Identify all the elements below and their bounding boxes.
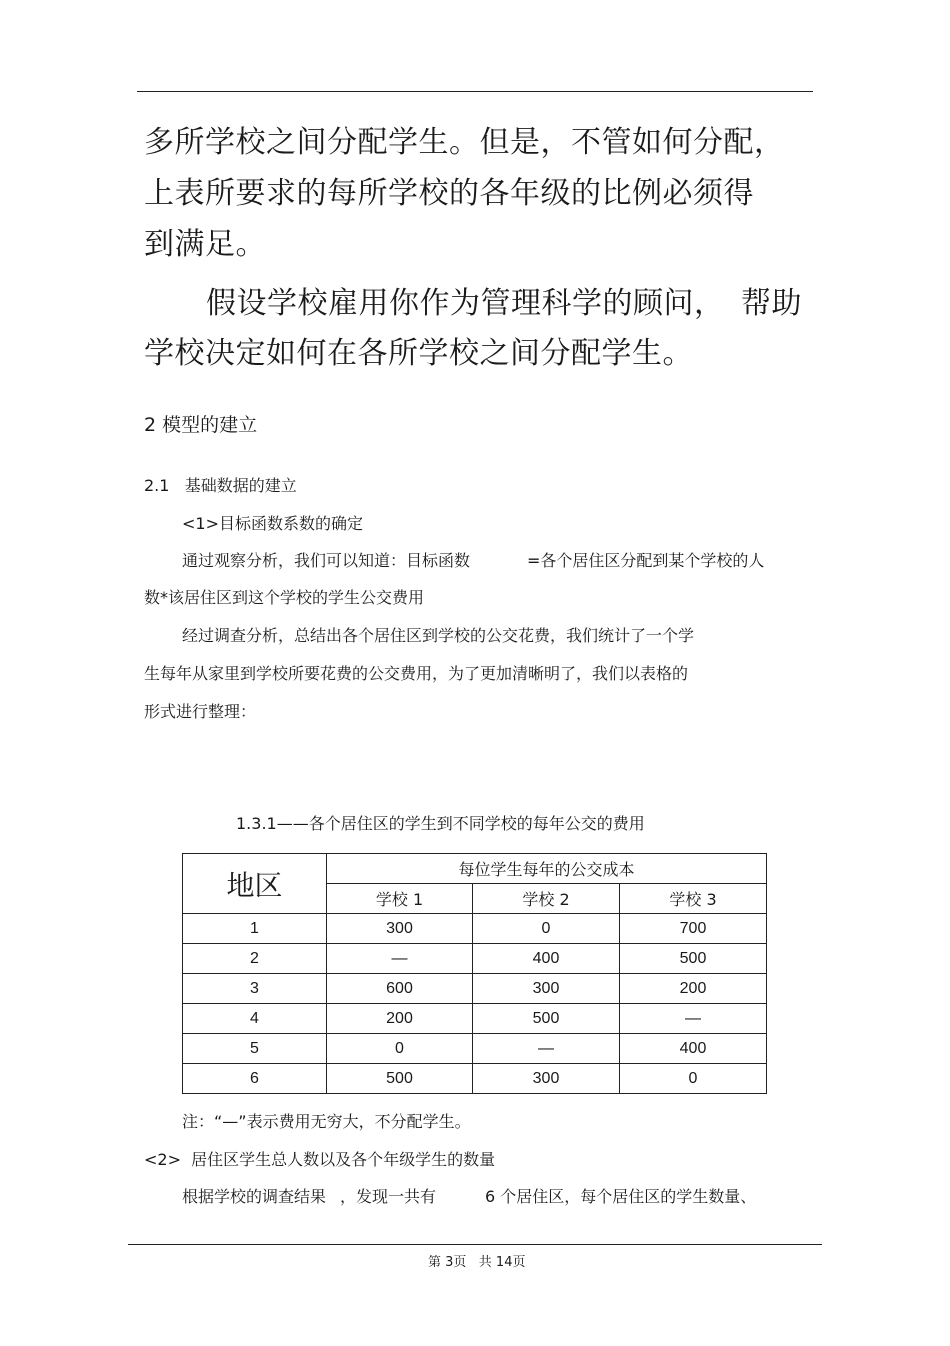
paragraph-line: 帮助 <box>741 286 802 321</box>
cost-cell: 0 <box>473 914 620 944</box>
page-number: 第 3页 共 14页 <box>428 1255 526 1270</box>
body-text: 6 个居住区，每个居住区的学生数量、 <box>485 1187 757 1206</box>
cost-cell: 0 <box>327 1034 473 1064</box>
cost-cell: — <box>327 944 473 974</box>
cost-cell: 700 <box>620 914 767 944</box>
section-heading: 2 模型的建立 <box>144 414 258 436</box>
table-note: 注：“—”表示费用无穷大，不分配学生。 <box>182 1112 471 1131</box>
body-text: 生每年从家里到学校所要花费的公交费用，为了更加清晰明了，我们以表格的 <box>144 664 689 683</box>
body-text: =各个居住区分配到某个学校的人 <box>527 551 765 570</box>
table-row <box>183 1004 767 1034</box>
cost-cell: 200 <box>620 974 767 1004</box>
cost-cell: 300 <box>327 914 473 944</box>
cost-cell: 300 <box>473 1064 620 1094</box>
cost-cell: 200 <box>327 1004 473 1034</box>
cost-cell: 500 <box>620 944 767 974</box>
cost-table <box>182 853 767 1094</box>
paragraph-line: 学校决定如何在各所学校之间分配学生。 <box>144 336 693 371</box>
region-cell: 2 <box>183 944 327 974</box>
paragraph-line: 上表所要求的每所学校的各年级的比例必须得 <box>144 176 754 211</box>
school-header: 学校 3 <box>620 884 767 914</box>
table-caption: 1.3.1——各个居住区的学生到不同学校的每年公交的费用 <box>236 814 645 833</box>
cost-cell: 600 <box>327 974 473 1004</box>
cost-cell: 300 <box>473 974 620 1004</box>
table-row <box>183 944 767 974</box>
header-rule <box>137 91 813 92</box>
region-cell: 1 <box>183 914 327 944</box>
subsection-heading: 2.1 基础数据的建立 <box>144 476 297 495</box>
paragraph-line: 多所学校之间分配学生。但是，不管如何分配， <box>144 125 785 160</box>
body-text: 根据学校的调查结果 <box>182 1187 327 1206</box>
school-header: 学校 1 <box>327 884 473 914</box>
cost-cell: 400 <box>473 944 620 974</box>
paragraph-line: 到满足。 <box>144 227 266 262</box>
body-text: 形式进行整理： <box>144 702 257 721</box>
cost-cell: 500 <box>473 1004 620 1034</box>
region-cell: 5 <box>183 1034 327 1064</box>
body-text: 经过调查分析，总结出各个居住区到学校的公交花费，我们统计了一个学 <box>182 626 695 645</box>
region-cell: 3 <box>183 974 327 1004</box>
region-header: 地区 <box>183 854 327 914</box>
region-cell: 4 <box>183 1004 327 1034</box>
item-title: <1>目标函数系数的确定 <box>182 514 363 533</box>
cost-cell: 400 <box>620 1034 767 1064</box>
cost-cell: 0 <box>620 1064 767 1094</box>
paragraph-line: 假设学校雇用你作为管理科学的顾问， <box>206 286 725 321</box>
item-title: <2> 居住区学生总人数以及各个年级学生的数量 <box>144 1150 496 1169</box>
table-row <box>183 974 767 1004</box>
cost-cell: 500 <box>327 1064 473 1094</box>
cost-group-header: 每位学生每年的公交成本 <box>327 854 767 884</box>
body-text: ，发现一共有 <box>340 1187 437 1206</box>
cost-cell: — <box>473 1034 620 1064</box>
table-row <box>183 914 767 944</box>
table-row <box>183 1034 767 1064</box>
body-text: 通过观察分析，我们可以知道：目标函数 <box>182 551 471 570</box>
school-header: 学校 2 <box>473 884 620 914</box>
body-text: 数*该居住区到这个学校的学生公交费用 <box>144 588 425 607</box>
table-row <box>183 1064 767 1094</box>
cost-cell: — <box>620 1004 767 1034</box>
region-cell: 6 <box>183 1064 327 1094</box>
footer-rule <box>128 1244 822 1245</box>
